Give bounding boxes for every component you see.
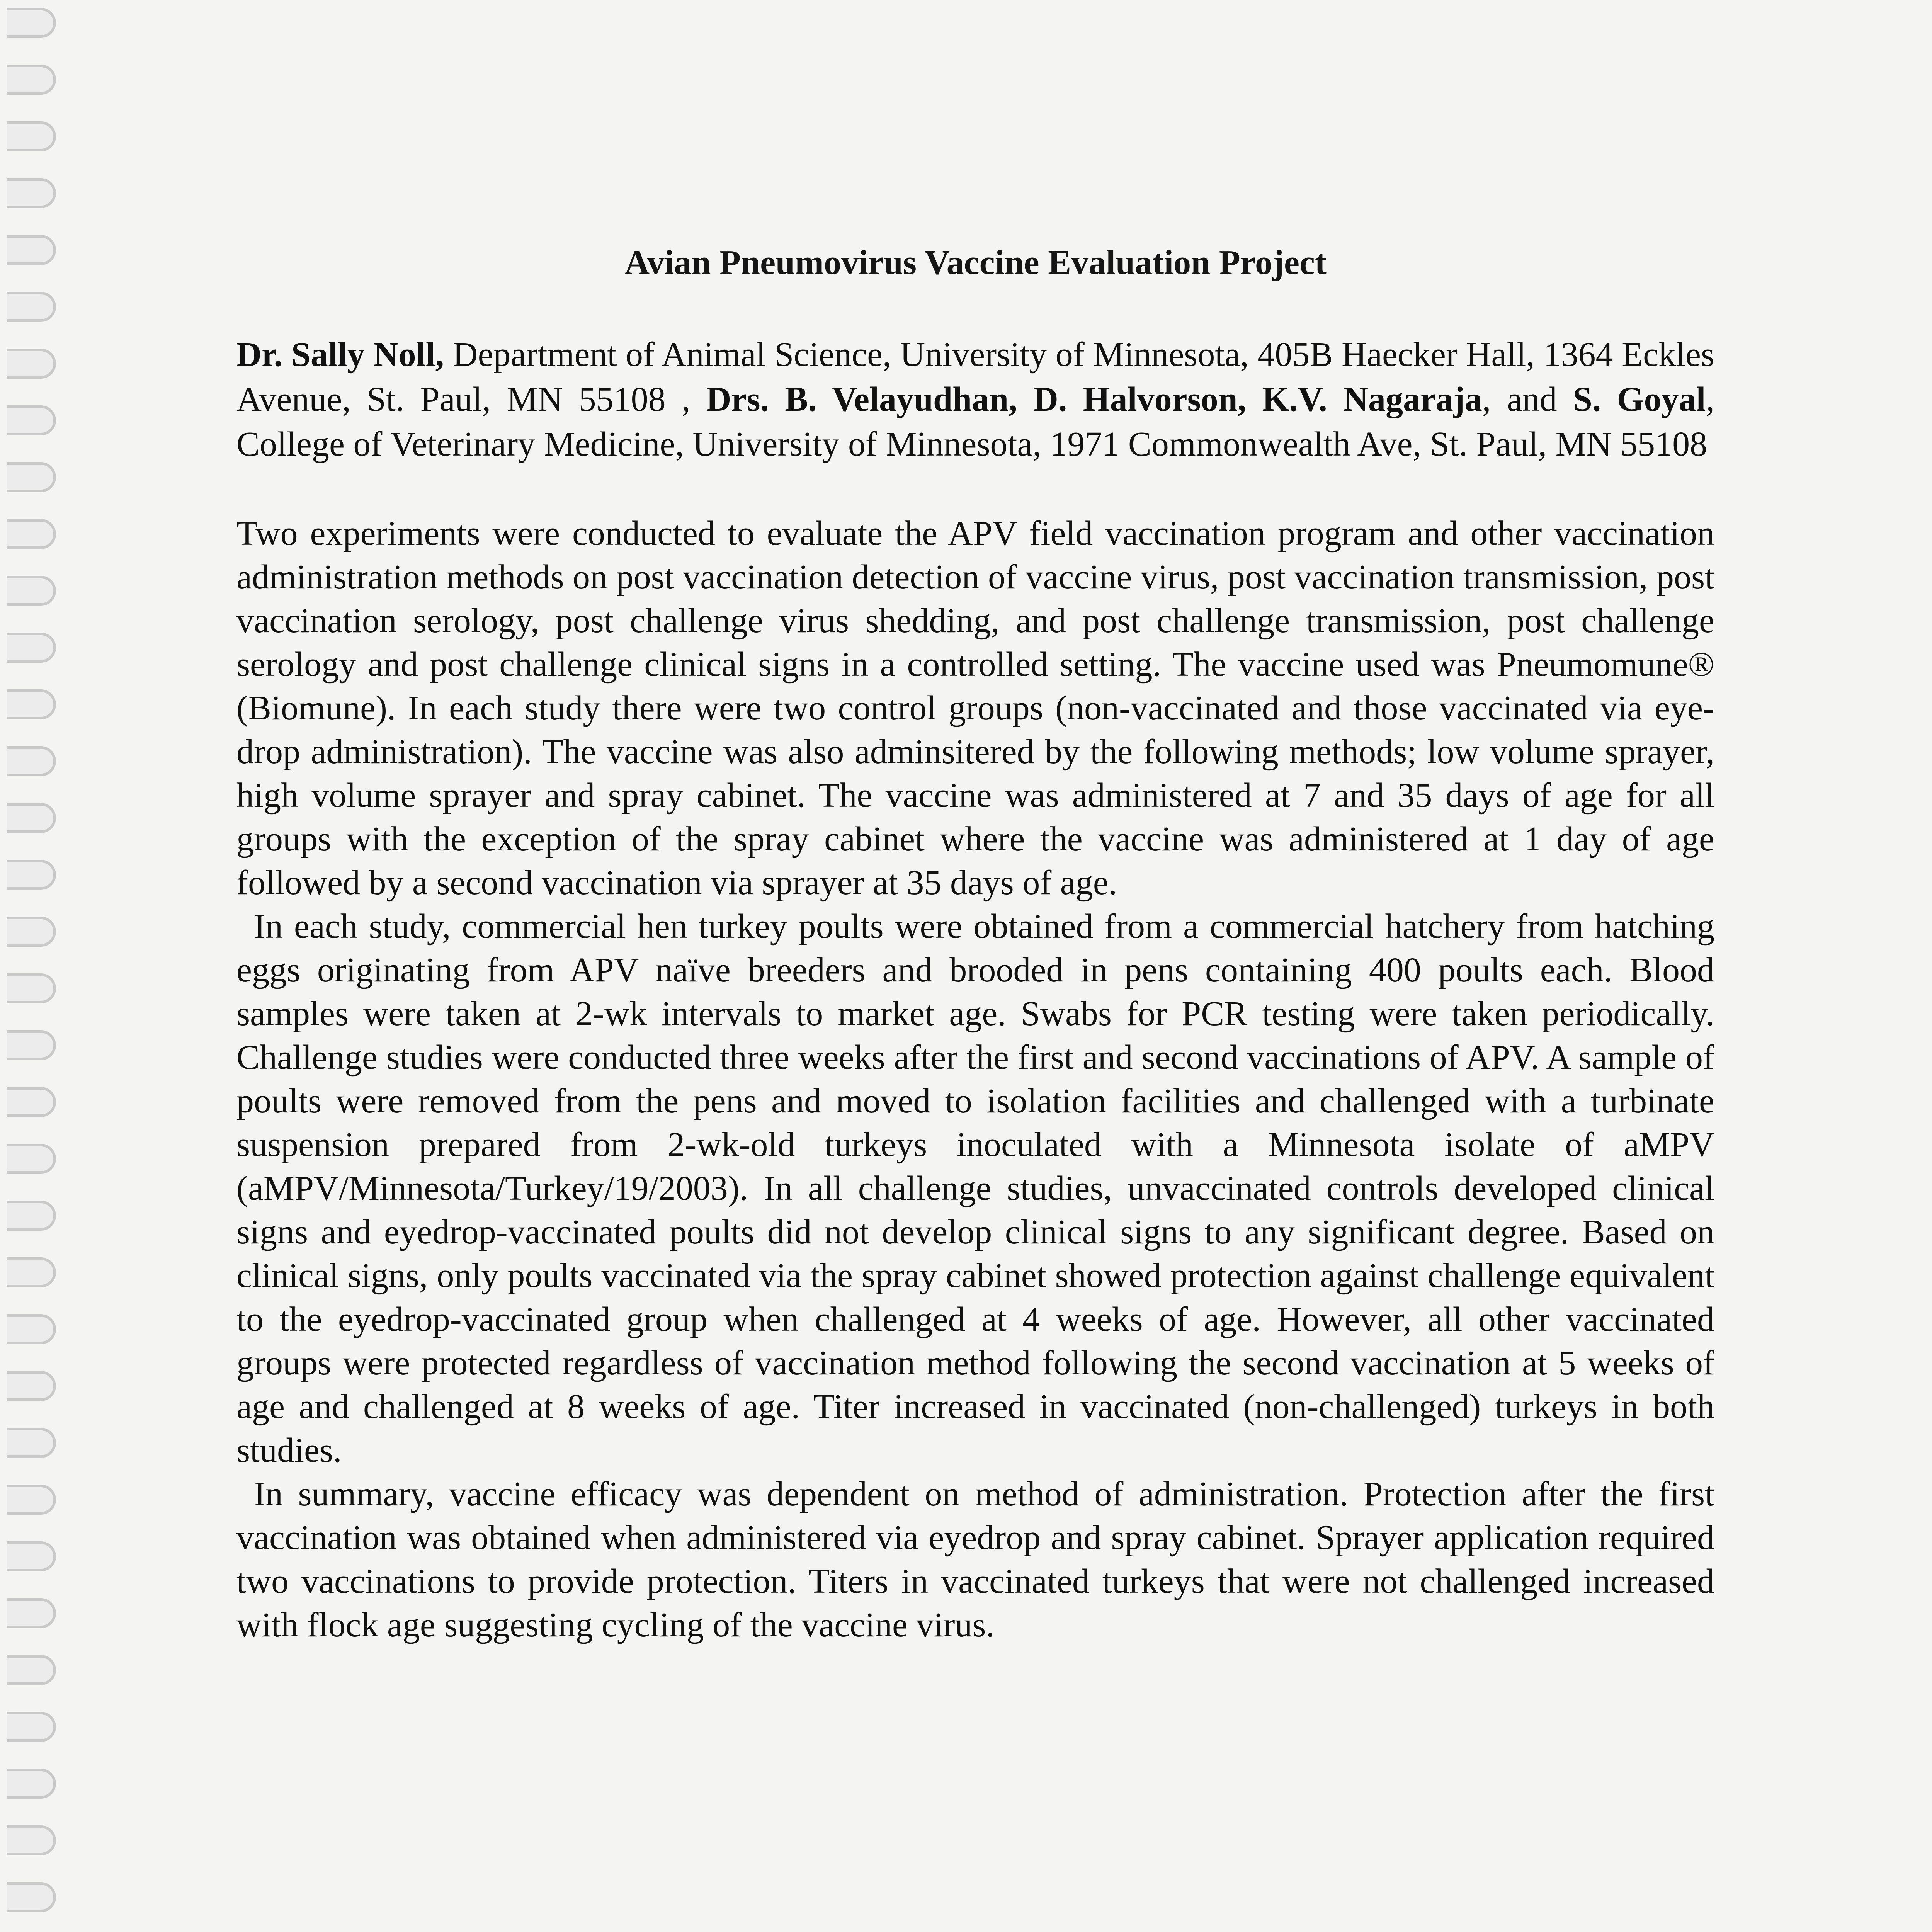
- binding-ring: [7, 1144, 56, 1174]
- binding-ring: [7, 860, 56, 890]
- binding-ring: [7, 1541, 56, 1571]
- binding-ring: [7, 1428, 56, 1458]
- binding-ring: [7, 1201, 56, 1231]
- binding-ring: [7, 917, 56, 947]
- binding-ring: [7, 519, 56, 549]
- paragraph-summary: In summary, vaccine efficacy was dependent on method of administration. Protection after the first vaccination was obtained when administered via eyedrop and spray cabinet. Sprayer application required two vaccinations to provide protection. Titers in vaccinated turkeys that were not challenged increased with flock age suggesting cycling of the vaccine virus.: [236, 1475, 1714, 1644]
- document-page: [236, 240, 1714, 1647]
- binding-ring: [7, 235, 56, 265]
- binding-ring: [7, 178, 56, 208]
- binding-ring: [7, 8, 56, 38]
- binding-ring: [7, 1598, 56, 1628]
- binding-ring: [7, 349, 56, 379]
- binding-ring: [7, 633, 56, 663]
- binding-ring: [7, 1314, 56, 1344]
- author-names-velayudhan-halvorson-nagaraja: Drs. B. Velayudhan, D. Halvorson, K.V. Nagaraja: [706, 380, 1482, 418]
- author-name-goyal: S. Goyal: [1573, 380, 1706, 418]
- binding-ring: [7, 1655, 56, 1685]
- author-affiliations: [236, 332, 1714, 467]
- binding-ring: [7, 1825, 56, 1855]
- binding-ring: [7, 689, 56, 719]
- paragraph-study-methods: In each study, commercial hen turkey poults were obtained from a commercial hatchery from hatching eggs originating from APV naïve breeders and brooded in pens containing 400 poults each. Blood samples were taken at 2-wk intervals to market age. Swabs for PCR testing were taken periodically. Challenge studies were conducted three weeks after the first and second vaccinations of APV. A sample of poults were removed from the pens and moved to isolation facilities and challenged with a turbinate suspension prepared from 2-wk-old turkeys inoculated with a Minnesota isolate of aMPV (aMPV/Minnesota/Turkey/19/2003). In all challenge studies, unvaccinated controls developed clinical signs and eyedrop-vaccinated poults did not develop clinical signs to any significant degree. Based on clinical signs, only poults vaccinated via the spray cabinet showed protection against challenge equivalent to the eyedrop-vaccinated group when challenged at 4 weeks of age. However, all other vaccinated groups were protected regardless of vaccination method following the second vaccination at 5 weeks of age and challenged at 8 weeks of age. Titer increased in vaccinated (non-challenged) turkeys in both studies.: [236, 907, 1714, 1469]
- binding-ring: [7, 1257, 56, 1287]
- binding-ring: [7, 292, 56, 322]
- binding-ring: [7, 1712, 56, 1742]
- paragraph-experiments: Two experiments were conducted to evaluate the APV field vaccination program and other vaccination administration methods on post vaccination detection of vaccine virus, post vaccination transmission, post vaccination serology, post challenge virus shedding, and post challenge transmission, post challenge serology and post challenge clinical signs in a controlled setting. The vaccine used was Pneumomune® (Biomune). In each study there were two control groups (non-vaccinated and those vaccinated via eye-drop administration). The vaccine was also adminsitered by the following methods; low volume sprayer, high volume sprayer and spray cabinet. The vaccine was administered at 7 and 35 days of age for all groups with the exception of the spray cabinet where the vaccine was administered at 1 day of age followed by a second vaccination via sprayer at 35 days of age.: [236, 514, 1714, 902]
- binding-ring: [7, 576, 56, 606]
- author-conjunction: , and: [1482, 380, 1573, 418]
- spiral-binding: [0, 0, 89, 1932]
- binding-ring: [7, 1485, 56, 1515]
- binding-ring: [7, 1030, 56, 1060]
- binding-ring: [7, 405, 56, 435]
- author-name-noll: Dr. Sally Noll,: [236, 335, 444, 374]
- affiliation-veterinary-medicine: , College of Veterinary Medicine, University of Minnesota, 1971 Commonwealth Ave, St. Paul, MN 55108: [236, 380, 1715, 463]
- binding-ring: [7, 121, 56, 151]
- binding-ring: [7, 973, 56, 1003]
- binding-ring: [7, 462, 56, 492]
- binding-ring: [7, 1769, 56, 1799]
- binding-ring: [7, 1882, 56, 1912]
- binding-ring: [7, 1371, 56, 1401]
- affiliation-animal-science: Department of Animal Science, University of Minnesota, 405B Haecker Hall, 1364 Eckles Avenue, St. Paul, MN 55108 ,: [236, 335, 1714, 418]
- binding-ring: [7, 1087, 56, 1117]
- document-title: Avian Pneumovirus Vaccine Evaluation Project: [624, 243, 1327, 282]
- binding-ring: [7, 746, 56, 776]
- binding-ring: [7, 803, 56, 833]
- binding-ring: [7, 65, 56, 95]
